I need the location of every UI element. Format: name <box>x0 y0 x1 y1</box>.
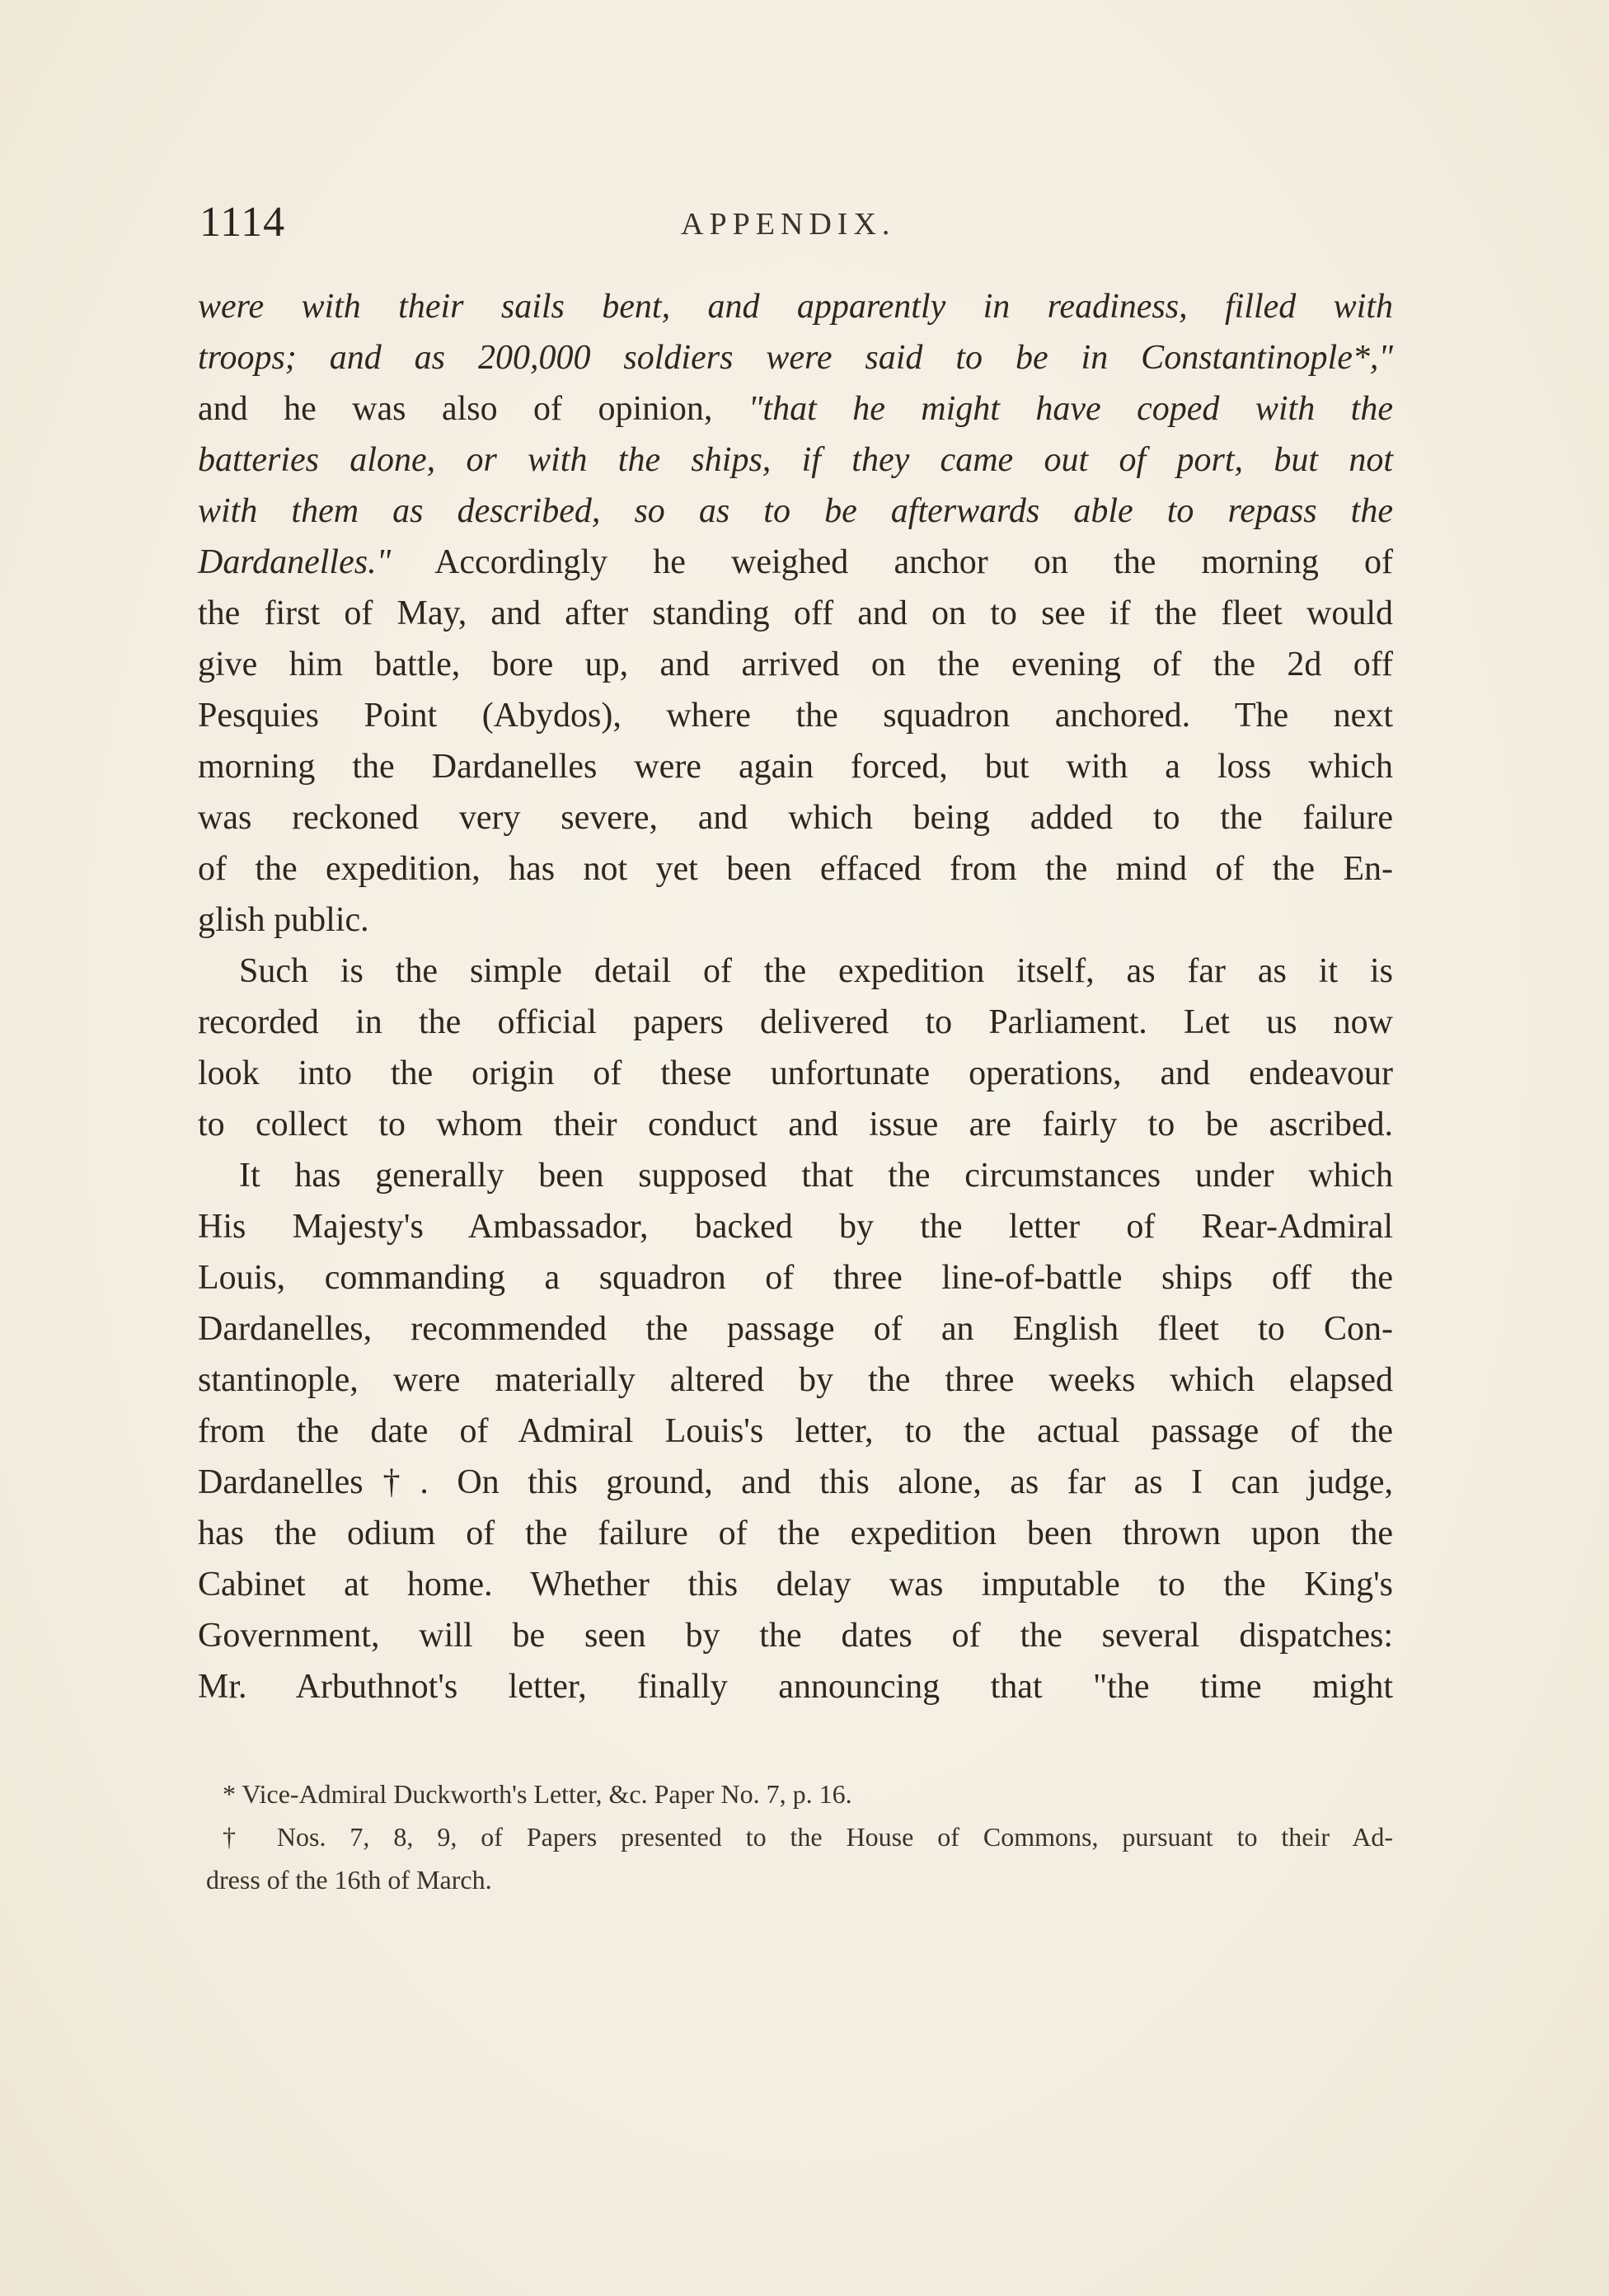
text-line: Mr. Arbuthnot's letter, finally announcing that "the time might <box>198 1668 1393 1706</box>
running-head: APPENDIX. <box>681 207 896 242</box>
text-line: Dardanelles, recommended the passage of an English fleet to Con- <box>198 1310 1393 1348</box>
footnote-text: Vice-Admiral Duckworth's Letter, &c. Paper No. 7, p. 16. <box>242 1779 852 1809</box>
footnote-2 <box>223 1815 1393 1858</box>
text-line: His Majesty's Ambassador, backed by the letter of Rear-Admiral <box>198 1208 1393 1246</box>
body-text <box>198 281 1393 1712</box>
text-line: has the odium of the failure of the expedition been thrown upon the <box>198 1514 1393 1552</box>
text-line: the first of May, and after standing off and on to see if the fleet would <box>198 594 1393 632</box>
text-line: of the expedition, has not yet been effaced from the mind of the En- <box>198 850 1393 888</box>
page-header <box>199 198 1393 256</box>
footnote-text: dress of the 16th of March. <box>206 1865 492 1895</box>
text-line: batteries alone, or with the ships, if they came out of port, but not <box>198 441 1393 479</box>
text-line: were with their sails bent, and apparently in readiness, filled with <box>198 288 1393 326</box>
footnote-mark: * <box>223 1779 236 1809</box>
page-number: 1114 <box>199 199 286 246</box>
text-line: look into the origin of these unfortunate operations, and endeavour <box>198 1054 1393 1092</box>
footnotes <box>206 1772 1394 1901</box>
text-line: Cabinet at home. Whether this delay was imputable to the King's <box>198 1566 1393 1603</box>
text-line: from the date of Admiral Louis's letter, to the actual passage of the <box>198 1412 1393 1450</box>
footnote-2-continued <box>206 1858 1393 1901</box>
text-line: troops; and as 200,000 soldiers were said to be in Constantinople*," <box>198 339 1393 377</box>
text-line: Such is the simple detail of the expedition itself, as far as it is <box>239 952 1393 990</box>
text-line: Louis, commanding a squadron of three line-of-battle ships off the <box>198 1259 1393 1297</box>
text-line: and he was also of opinion, "that he might have coped with the <box>198 390 1393 428</box>
text-line: Government, will be seen by the dates of the several dispatches: <box>198 1617 1393 1655</box>
text-line: Pesquies Point (Abydos), where the squadron anchored. The next <box>198 697 1393 735</box>
text-line: Dardanelles." Accordingly he weighed anchor on the morning of <box>198 543 1393 581</box>
footnote-mark: † <box>223 1822 253 1852</box>
footnote-text: Nos. 7, 8, 9, of Papers presented to the House of Commons, pursuant to their Ad- <box>276 1822 1394 1852</box>
text-line: was reckoned very severe, and which being added to the failure <box>198 799 1393 837</box>
text-line: to collect to whom their conduct and issue are fairly to be ascribed. <box>198 1106 1393 1143</box>
text-line: morning the Dardanelles were again forced, but with a loss which <box>198 748 1393 786</box>
text-line: It has generally been supposed that the circumstances under which <box>239 1157 1393 1195</box>
text-line: stantinople, were materially altered by the three weeks which elapsed <box>198 1361 1393 1399</box>
text-line: give him battle, bore up, and arrived on the evening of the 2d off <box>198 646 1393 683</box>
text-line: recorded in the official papers delivered to Parliament. Let us now <box>198 1003 1393 1041</box>
text-line: with them as described, so as to be afterwards able to repass the <box>198 492 1393 530</box>
text-line: glish public. <box>198 901 369 939</box>
text-line: Dardanelles†. On this ground, and this alone, as far as I can judge, <box>198 1463 1393 1501</box>
footnote-1 <box>223 1772 1393 1815</box>
